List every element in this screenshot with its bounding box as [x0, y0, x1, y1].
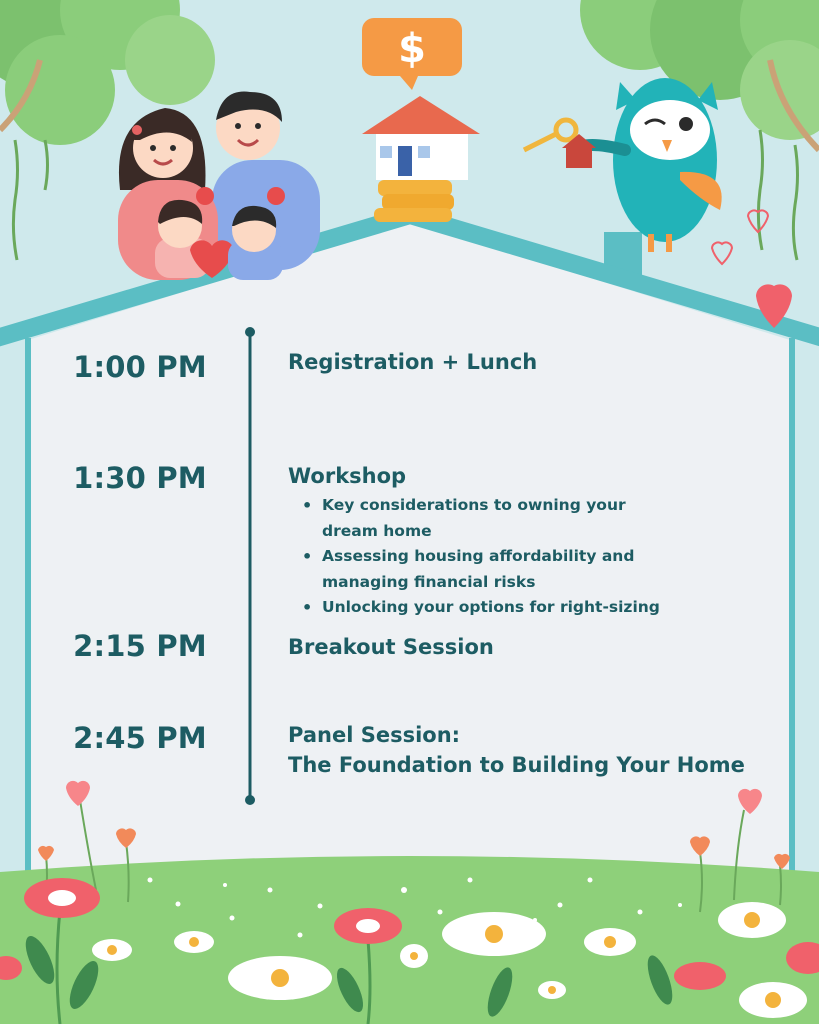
list-item: • Assessing housing affordability and managing financial risks — [300, 544, 702, 595]
time-label: 1:30 PM — [73, 461, 207, 495]
session-title-line: The Foundation to Building Your Home — [288, 753, 745, 777]
session-title — [288, 720, 788, 780]
flower-icon — [228, 956, 332, 1000]
grass — [0, 856, 819, 1024]
time-label: 1:00 PM — [73, 350, 207, 384]
flower-icon — [584, 928, 636, 956]
session-title — [288, 461, 788, 491]
list-item: • Key considerations to owning your dream home — [300, 493, 682, 544]
time-label: 2:45 PM — [73, 721, 207, 755]
session-title-line: Registration + Lunch — [288, 350, 538, 374]
workshop-topics — [300, 493, 720, 621]
session-title-line: Breakout Session — [288, 635, 494, 659]
timeline-dot-top — [245, 327, 255, 337]
session-title-line: Panel Session: — [288, 723, 461, 747]
session-title-line: Workshop — [288, 464, 407, 488]
session-title — [288, 632, 788, 662]
list-item: • Unlocking your options for right-sizing — [300, 595, 742, 621]
dollar-icon: $ — [398, 26, 426, 72]
time-label: 2:15 PM — [73, 629, 207, 663]
timeline-dot-bottom — [245, 795, 255, 805]
session-title — [288, 347, 788, 377]
